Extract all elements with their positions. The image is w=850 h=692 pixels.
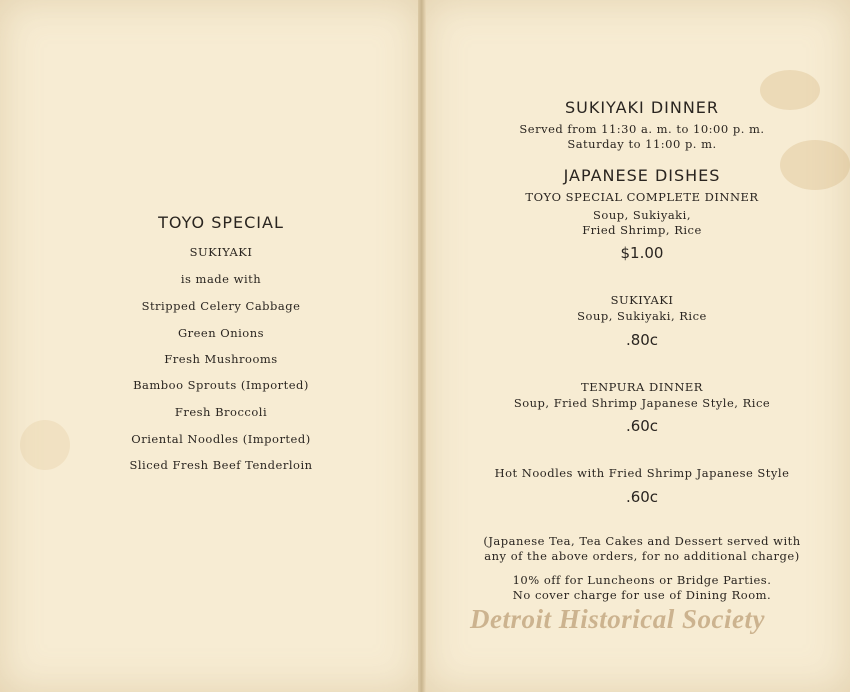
ingredient-item: Fresh Mushrooms xyxy=(164,352,278,366)
item-name: TOYO SPECIAL COMPLETE DINNER xyxy=(525,190,759,204)
item-price: $1.00 xyxy=(620,244,664,262)
ingredient-item: Sliced Fresh Beef Tenderloin xyxy=(129,458,313,472)
japanese-dishes-heading: JAPANESE DISHES xyxy=(563,166,721,185)
left-subtitle: SUKIYAKI xyxy=(189,245,253,259)
item-description: Soup, Sukiyaki, Rice xyxy=(577,309,707,323)
item-description: Hot Noodles with Fried Shrimp Japanese Style xyxy=(494,466,790,480)
ingredient-item: Stripped Celery Cabbage xyxy=(141,299,301,313)
discount-line-2: No cover charge for use of Dining Room. xyxy=(512,588,772,602)
item-name: TENPURA DINNER xyxy=(581,380,703,394)
note-line-2: any of the above orders, for no additional charge) xyxy=(484,549,800,563)
ingredient-item: Fresh Broccoli xyxy=(174,405,268,419)
item-price: .60c xyxy=(625,417,659,435)
item-price: .80c xyxy=(625,331,659,349)
hours-line-1: Served from 11:30 a. m. to 10:00 p. m. xyxy=(519,122,765,136)
item-description: Soup, Sukiyaki, xyxy=(593,208,691,222)
discount-line-1: 10% off for Luncheons or Bridge Parties. xyxy=(512,573,772,587)
sukiyaki-dinner-heading: SUKIYAKI DINNER xyxy=(564,98,720,117)
hours-line-2: Saturday to 11:00 p. m. xyxy=(567,137,717,151)
ingredient-item: Oriental Noodles (Imported) xyxy=(131,432,311,446)
ingredient-item: Bamboo Sprouts (Imported) xyxy=(133,378,309,392)
ingredient-item: Green Onions xyxy=(177,326,265,340)
item-description: Soup, Fried Shrimp Japanese Style, Rice xyxy=(513,396,771,410)
left-title: TOYO SPECIAL xyxy=(158,213,284,232)
watermark: Detroit Historical Society xyxy=(470,604,765,634)
item-name: SUKIYAKI xyxy=(610,293,674,307)
item-description: Fried Shrimp, Rice xyxy=(582,223,702,237)
left-page xyxy=(0,0,420,692)
left-intro: is made with xyxy=(180,272,262,286)
item-price: .60c xyxy=(625,488,659,506)
note-line-1: (Japanese Tea, Tea Cakes and Dessert served with xyxy=(483,534,801,548)
